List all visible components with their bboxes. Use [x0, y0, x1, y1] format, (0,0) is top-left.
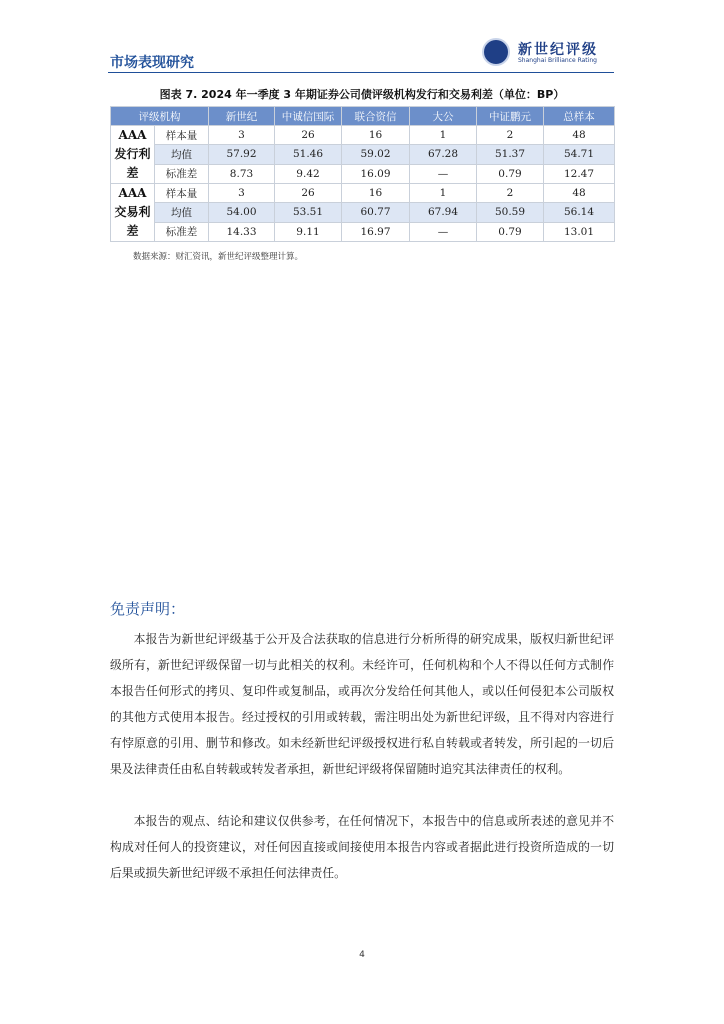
metric-label: 均值	[155, 203, 209, 222]
disclaimer-paragraph: 本报告的观点、结论和建议仅供参考，在任何情况下，本报告中的信息或所表述的意见并不构成对任何人的投资建议，对任何因直接或间接使用本报告内容或者据此进行投资所造成的一切后果或损失新世纪评级不承担任何法律责任。	[110, 814, 614, 880]
table-row	[111, 222, 615, 241]
column-header: 联合资信	[342, 107, 410, 126]
table-cell: 13.01	[544, 222, 615, 241]
logo-seal-icon	[482, 38, 510, 66]
table-cell: —	[410, 222, 477, 241]
table-cell: 8.73	[209, 164, 275, 183]
table-cell: 26	[275, 126, 342, 145]
table-cell: 56.14	[544, 203, 615, 222]
column-header: 新世纪	[209, 107, 275, 126]
table-cell: 57.92	[209, 145, 275, 164]
table-cell: 12.47	[544, 164, 615, 183]
metric-label: 标准差	[155, 164, 209, 183]
table-cell: 54.00	[209, 203, 275, 222]
table-row	[111, 184, 615, 203]
table-row	[111, 203, 615, 222]
table-cell: 54.71	[544, 145, 615, 164]
column-header: 大公	[410, 107, 477, 126]
column-header: 中证鹏元	[477, 107, 544, 126]
table-cell: 50.59	[477, 203, 544, 222]
metric-label: 标准差	[155, 222, 209, 241]
table-cell: 16	[342, 126, 410, 145]
table-cell: 16.97	[342, 222, 410, 241]
table-cell: 60.77	[342, 203, 410, 222]
table-row	[111, 145, 615, 164]
group-label: AAA 交易利差	[111, 184, 155, 242]
spread-table	[110, 106, 615, 242]
table-cell: 53.51	[275, 203, 342, 222]
table-cell: —	[410, 164, 477, 183]
column-header: 中诚信国际	[275, 107, 342, 126]
column-header: 总样本	[544, 107, 615, 126]
metric-label: 样本量	[155, 184, 209, 203]
table-cell: 0.79	[477, 164, 544, 183]
table-cell: 16	[342, 184, 410, 203]
metric-label: 均值	[155, 145, 209, 164]
table-cell: 59.02	[342, 145, 410, 164]
logo-name: 新世纪评级	[518, 42, 598, 58]
table-cell: 3	[209, 126, 275, 145]
section-title: 市场表现研究	[110, 55, 194, 71]
table-cell: 1	[410, 184, 477, 203]
table-row	[111, 164, 615, 183]
table-cell: 9.42	[275, 164, 342, 183]
table-cell: 67.28	[410, 145, 477, 164]
logo-subtitle: Shanghai Brilliance Rating	[518, 57, 597, 64]
table-cell: 51.37	[477, 145, 544, 164]
page-number: 4	[359, 950, 365, 960]
table-cell: 48	[544, 184, 615, 203]
table-cell: 48	[544, 126, 615, 145]
table-cell: 67.94	[410, 203, 477, 222]
table-cell: 2	[477, 126, 544, 145]
table-cell: 14.33	[209, 222, 275, 241]
disclaimer-title: 免责声明：	[110, 600, 186, 618]
table-row	[111, 126, 615, 145]
table-cell: 51.46	[275, 145, 342, 164]
table-cell: 3	[209, 184, 275, 203]
metric-label: 样本量	[155, 126, 209, 145]
disclaimer-paragraph: 本报告为新世纪评级基于公开及合法获取的信息进行分析所得的研究成果，版权归新世纪评级所有，新世纪评级保留一切与此相关的权利。未经许可，任何机构和个人不得以任何方式制作本报告任何形式的拷贝、复印件或复制品，或再次分发给任何其他人，或以任何侵犯本公司版权的其他方式使用本报告。经过授权的引用或转载，需注明出处为新世纪评级，且不得对内容进行有悖原意的引用、删节和修改。如未经新世纪评级授权进行私自转载或者转发，所引起的一切后果及法律责任由私自转载或转发者承担，新世纪评级将保留随时追究其法律责任的权利。	[110, 632, 614, 776]
column-header: 评级机构	[111, 107, 209, 126]
table-cell: 16.09	[342, 164, 410, 183]
table-cell: 9.11	[275, 222, 342, 241]
brand-logo	[478, 38, 618, 70]
table-source-note: 数据来源：财汇资讯，新世纪评级整理计算。	[133, 252, 304, 262]
table-cell: 1	[410, 126, 477, 145]
table-caption: 图表 7. 2024 年一季度 3 年期证券公司债评级机构发行和交易利差（单位：BP）	[159, 88, 565, 101]
table-header-row	[111, 107, 615, 126]
table-cell: 0.79	[477, 222, 544, 241]
table-cell: 2	[477, 184, 544, 203]
header-divider	[108, 72, 614, 73]
table-cell: 26	[275, 184, 342, 203]
group-label: AAA 发行利差	[111, 126, 155, 184]
